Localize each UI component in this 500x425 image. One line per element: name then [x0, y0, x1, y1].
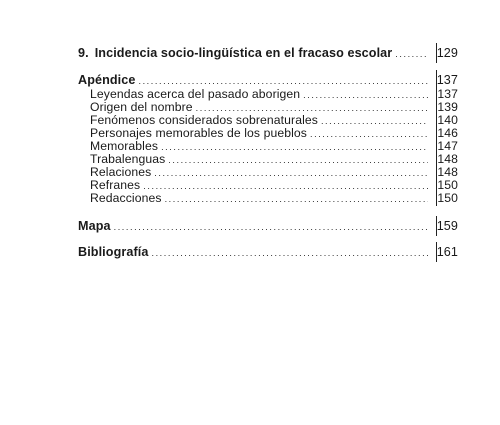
toc-entry-label: 9. Incidencia socio-lingüística en el fracaso escolar: [78, 46, 393, 60]
toc-subentry-redacciones: [90, 192, 458, 205]
toc-entry-label: Personajes memorables de los pueblos: [90, 126, 307, 140]
toc-page-number: 137: [436, 73, 458, 87]
toc-entry-label: Trabalenguas: [90, 152, 166, 166]
toc-entry-chapter-9: [78, 45, 458, 61]
toc-entry-label: Origen del nombre: [90, 100, 193, 114]
toc-entry-label: Refranes: [90, 178, 141, 192]
toc-page-number: 146: [437, 126, 458, 140]
toc-page-number: 161: [436, 245, 458, 259]
toc-page-number: 150: [437, 191, 458, 205]
toc-page-number: 139: [437, 100, 458, 114]
dot-leader: [395, 50, 428, 59]
toc-page-number: 150: [437, 178, 458, 192]
dot-leader: [321, 117, 428, 126]
dot-leader: [161, 143, 428, 152]
vertical-rule: [436, 86, 437, 206]
vertical-rule: [436, 242, 437, 262]
toc-entry-mapa: [78, 218, 458, 234]
toc-page-number: 137: [437, 87, 458, 101]
toc-entry-label: Mapa: [78, 219, 111, 233]
toc-page-number: 148: [437, 152, 458, 166]
dot-leader: [154, 169, 428, 178]
toc-entry-apendice: [78, 72, 458, 88]
dot-leader: [303, 91, 428, 100]
toc-entry-label: Redacciones: [90, 191, 162, 205]
dot-leader: [114, 223, 428, 232]
toc-entry-label: Bibliografía: [78, 245, 149, 259]
toc-entry-label: Fenómenos considerados sobrenaturales: [90, 113, 318, 127]
dot-leader: [196, 104, 428, 113]
toc-page-number: 148: [437, 165, 458, 179]
dot-leader: [310, 130, 428, 139]
dot-leader: [151, 249, 428, 258]
toc-entry-bibliografia: [78, 244, 458, 260]
dot-leader: [138, 77, 428, 86]
vertical-rule: [436, 43, 437, 63]
toc-page-number: 159: [436, 219, 458, 233]
toc-entry-label: Leyendas acerca del pasado aborigen: [90, 87, 301, 101]
dot-leader: [165, 195, 428, 204]
toc-page-number: 147: [437, 139, 458, 153]
dot-leader: [143, 182, 428, 191]
toc-subentry-relaciones: [90, 166, 458, 179]
toc-page-number: 140: [437, 113, 458, 127]
toc-entry-label: Relaciones: [90, 165, 152, 179]
dot-leader: [168, 156, 428, 165]
toc-entry-label: Memorables: [90, 139, 159, 153]
vertical-rule: [436, 216, 437, 236]
toc-entry-label: Apéndice: [78, 73, 136, 87]
toc-page-number: 129: [436, 46, 458, 60]
